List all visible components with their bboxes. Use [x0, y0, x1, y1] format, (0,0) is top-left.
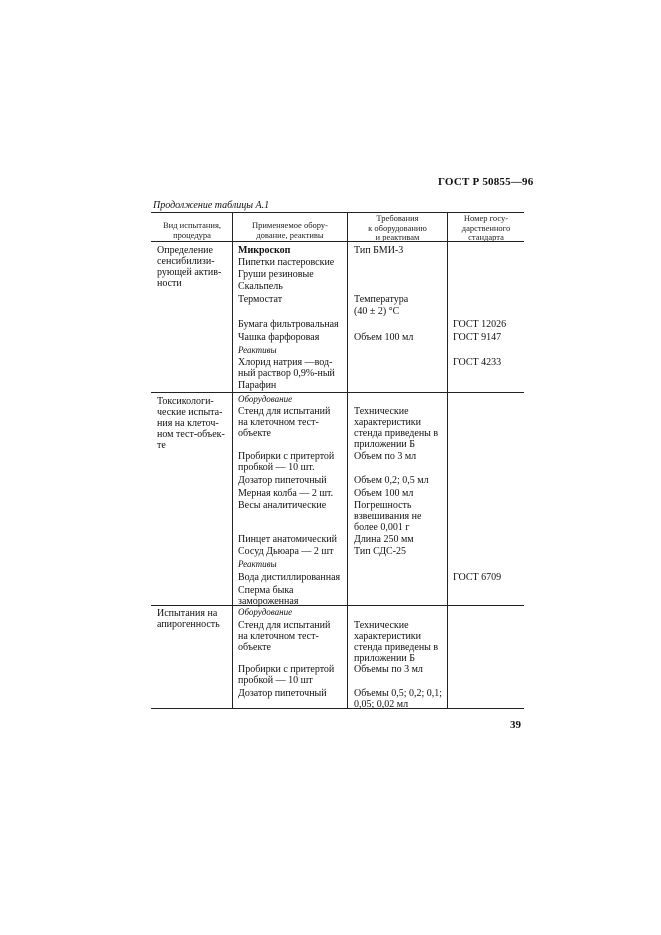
requirement: Объемы 0,5; 0,2; 0,1;: [354, 688, 443, 699]
equipment-item: замороженная: [238, 596, 299, 607]
test-name: ния на клеточ-: [157, 418, 219, 429]
requirement: Объем 0,2; 0,5 мл: [354, 475, 429, 486]
equipment-item: Сосуд Дьюара — 2 шт: [238, 546, 334, 557]
subheading: Реактивы: [238, 345, 277, 355]
equipment-item: Пинцет анатомический: [238, 534, 337, 545]
requirement: Погрешность: [354, 500, 412, 511]
column-header: Вид испытания, процедура: [163, 220, 221, 240]
equipment-item: Микроскоп: [238, 245, 291, 256]
test-name: сенсибилизи-: [157, 256, 215, 267]
requirement: более 0,001 г: [354, 522, 410, 533]
equipment-item: объекте: [238, 428, 271, 439]
column-header: Требования к оборудованию и реактивам: [368, 213, 427, 242]
equipment-item: ный раствор 0,9%-ный: [238, 368, 335, 379]
test-name: рующей актив-: [157, 267, 222, 278]
requirement: взвешивания не: [354, 511, 422, 522]
equipment-item: Сперма быка: [238, 585, 294, 596]
equipment-item: Мерная колба — 2 шт.: [238, 488, 334, 499]
requirement: Температура: [354, 294, 409, 305]
requirement: Объемы по 3 мл: [354, 664, 423, 675]
subheading: Оборудование: [238, 394, 293, 404]
requirement: Объем 100 мл: [354, 488, 414, 499]
equipment-item: на клеточном тест-: [238, 631, 319, 642]
table-bottom-rule: [151, 708, 524, 709]
standard-number: ГОСТ 6709: [453, 572, 502, 583]
equipment-item: Бумага фильтровальная: [238, 319, 339, 330]
equipment-item: Хлорид натрия —вод-: [238, 357, 333, 368]
equipment-item: Парафин: [238, 380, 277, 391]
equipment-item: Весы аналитические: [238, 500, 327, 511]
test-name: ном тест-объек-: [157, 429, 225, 440]
equipment-item: пробкой — 10 шт: [238, 675, 313, 686]
requirement: стенда приведены в: [354, 428, 439, 439]
requirement: Тип СДС-25: [354, 546, 407, 557]
equipment-item: Стенд для испытаний: [238, 620, 331, 631]
requirement: стенда приведены в: [354, 642, 439, 653]
equipment-item: Стенд для испытаний: [238, 406, 331, 417]
column-rule: [232, 212, 233, 709]
requirement: характеристики: [354, 417, 422, 428]
test-name: ности: [157, 278, 182, 289]
standard-number: ГОСТ 4233: [453, 357, 502, 368]
test-name: Испытания на: [157, 608, 218, 619]
requirement: приложении Б: [354, 439, 415, 450]
requirement: Объем 100 мл: [354, 332, 414, 343]
equipment-item: пробкой — 10 шт.: [238, 462, 315, 473]
test-name: Определение: [157, 245, 213, 256]
test-name: Токсикологи-: [157, 396, 214, 407]
equipment-item: Груши резиновые: [238, 269, 314, 280]
section-rule: [151, 605, 524, 606]
test-name: те: [157, 440, 166, 451]
requirement: Длина 250 мм: [354, 534, 414, 545]
requirement: (40 ± 2) °С: [354, 306, 400, 317]
requirement: приложении Б: [354, 653, 415, 664]
table-caption: Продолжение таблицы А.1: [153, 200, 270, 211]
column-rule: [347, 212, 348, 709]
equipment-item: Чашка фарфоровая: [238, 332, 320, 343]
requirement: 0,05; 0,02 мл: [354, 699, 409, 710]
standard-number: ГОСТ 9147: [453, 332, 502, 343]
equipment-item: Вода дистиллированная: [238, 572, 341, 583]
subheading: Реактивы: [238, 559, 277, 569]
equipment-item: Термостат: [238, 294, 283, 305]
document-code: ГОСТ Р 50855—96: [438, 176, 534, 188]
requirement: Технические: [354, 406, 409, 417]
column-header: Применяемое обору- дование, реактивы: [252, 220, 328, 240]
requirement: Тип БМИ-3: [354, 245, 404, 256]
equipment-item: на клеточном тест-: [238, 417, 319, 428]
test-name: ческие испыта-: [157, 407, 223, 418]
equipment-item: Пробирки с притертой: [238, 451, 335, 462]
equipment-item: объекте: [238, 642, 271, 653]
test-name: апирогенность: [157, 619, 220, 630]
equipment-item: Скальпель: [238, 281, 283, 292]
equipment-item: Дозатор пипеточный: [238, 688, 327, 699]
standard-number: ГОСТ 12026: [453, 319, 507, 330]
column-rule: [447, 212, 448, 709]
page-number: 39: [510, 719, 521, 731]
requirement: характеристики: [354, 631, 422, 642]
requirement: Объем по 3 мл: [354, 451, 417, 462]
requirement: Технические: [354, 620, 409, 631]
equipment-item: Пробирки с притертой: [238, 664, 335, 675]
equipment-item: Пипетки пастеровские: [238, 257, 335, 268]
subheading: Оборудование: [238, 607, 293, 617]
section-rule: [151, 392, 524, 393]
equipment-item: Дозатор пипеточный: [238, 475, 327, 486]
column-header: Номер госу- дарственного стандарта: [461, 213, 511, 242]
